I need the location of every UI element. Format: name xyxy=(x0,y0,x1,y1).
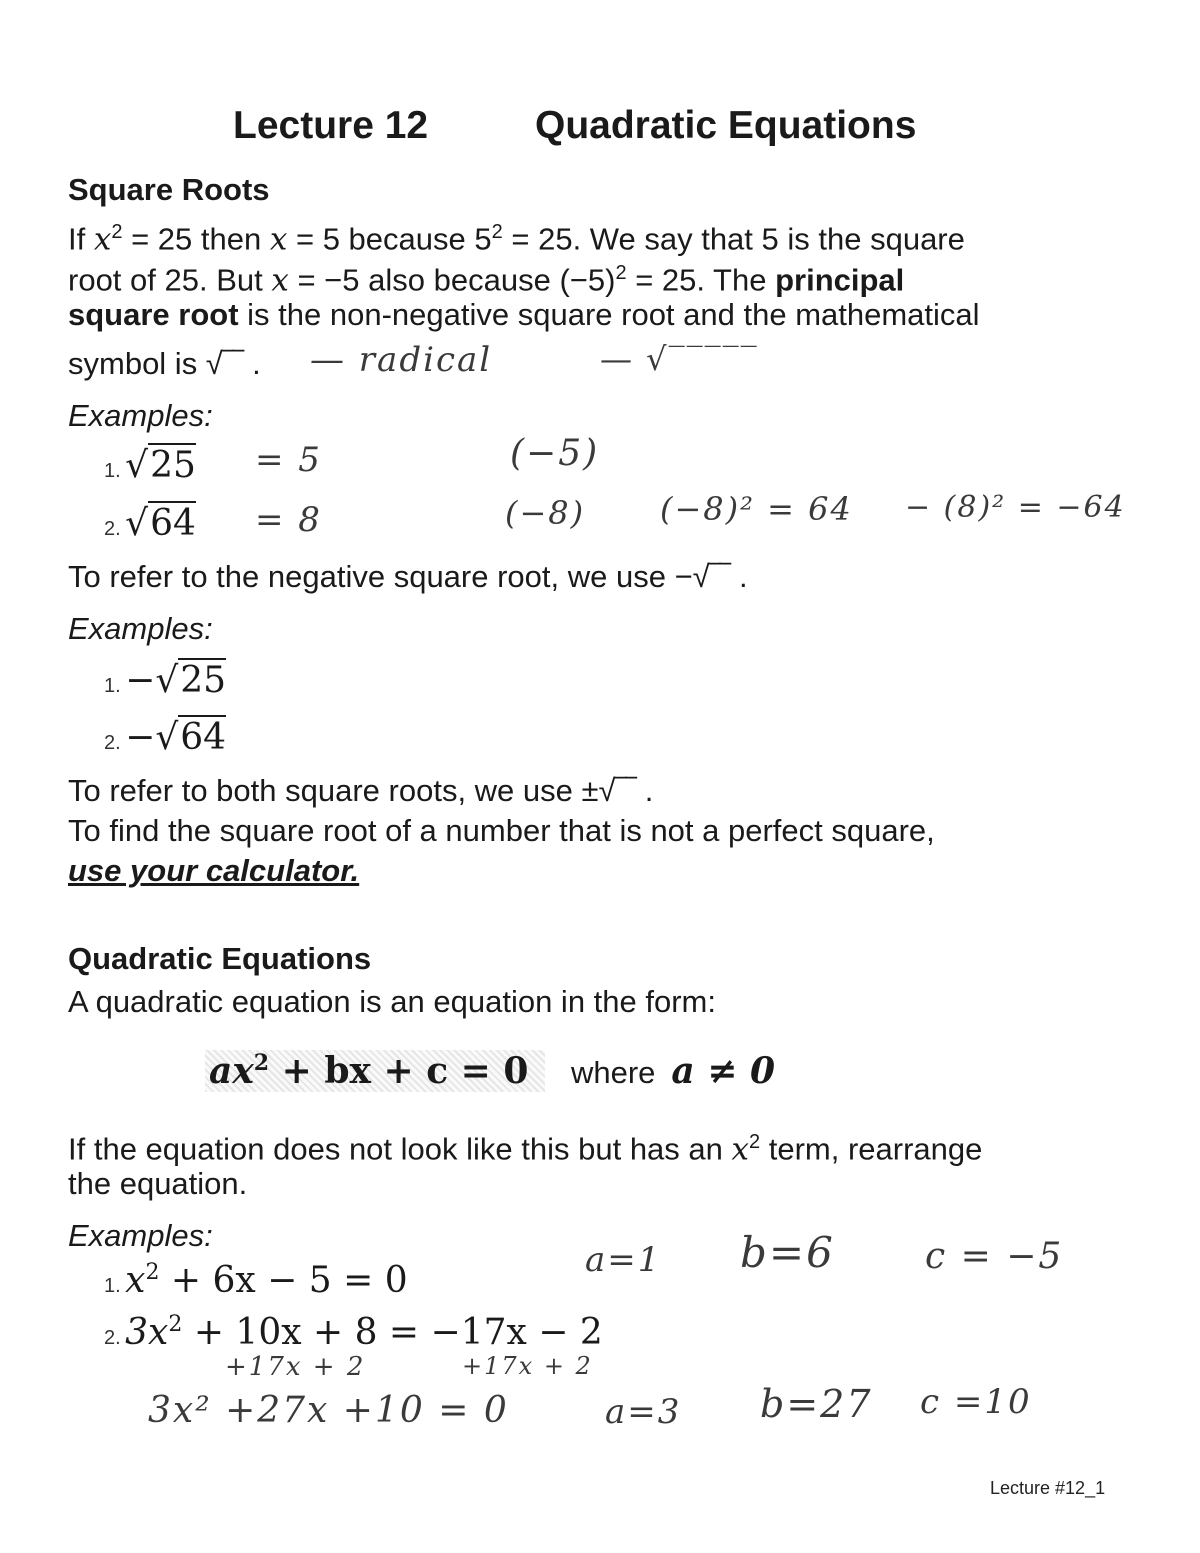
handwritten-a1: a=1 xyxy=(585,1240,662,1280)
example-neg-sqrt-25: 1. −√25 xyxy=(104,660,227,701)
handwritten-neg8: (−8) xyxy=(505,494,586,532)
quadratic-standard-form: $ax^2$ + bx + c = 0 where a ≠ 0 xyxy=(205,1050,775,1092)
page-footer: Lecture #12_1 xyxy=(990,1478,1106,1498)
handwritten-c10: c =10 xyxy=(920,1382,1032,1422)
paragraph-line-1: If $x^2 = 25$ then x = 5 because $5^2 = 25$. We say that 5 is the square xyxy=(68,221,965,258)
examples-label-2: Examples: xyxy=(68,611,213,646)
both-roots-line: To refer to both square roots, we use ±√‾‾ . xyxy=(68,773,654,808)
handwritten-rearranged-equation: 3x² +27x +10 = 0 xyxy=(148,1390,509,1431)
handwritten-neg5: (−5) xyxy=(510,433,600,474)
lecture-title: Quadratic Equations xyxy=(535,104,917,147)
examples-label-3: Examples: xyxy=(68,1218,213,1253)
negative-root-line: To refer to the negative square root, we use −√‾‾ . xyxy=(68,559,748,594)
example-sqrt-64: 2. √64 xyxy=(104,503,196,544)
handwritten-add-left: +17x + 2 xyxy=(225,1352,366,1382)
handwritten-a3: a=3 xyxy=(605,1392,682,1432)
handwritten-answer-5: = 5 xyxy=(255,440,322,480)
quadratic-example-2: 2. $3x^2 + 10x + 8 = -17x - 2$ xyxy=(104,1312,603,1353)
quadratic-intro: A quadratic equation is an equation in the form: xyxy=(68,984,716,1019)
section-heading-quadratic: Quadratic Equations xyxy=(68,941,372,976)
example-sqrt-25: 1. √25 xyxy=(104,445,196,486)
lecture-number: Lecture 12 xyxy=(233,104,429,147)
handwritten-negative-radical: — √‾‾‾‾‾ xyxy=(600,340,759,378)
handwritten-radical-note: — radical xyxy=(310,340,493,380)
rearrange-line-1: If the equation does not look like this but has an $x^2$ term, rearrange xyxy=(68,1131,983,1168)
handwritten-c-neg5: c = −5 xyxy=(925,1236,1064,1277)
paragraph-line-4: symbol is √‾‾ . xyxy=(68,346,261,381)
rearrange-line-2: the equation. xyxy=(68,1166,248,1201)
handwritten-neg8-squared: (−8)² = 64 xyxy=(660,490,853,528)
paragraph-line-2: root of 25. But x = −5 also because $(-5)^2 = 25$. The principal xyxy=(68,262,905,299)
handwritten-answer-8: = 8 xyxy=(255,500,322,540)
example-neg-sqrt-64: 2. −√64 xyxy=(104,717,227,758)
handwritten-b6: b=6 xyxy=(740,1228,835,1277)
paragraph-line-3: square root is the non-negative square root and the mathematical xyxy=(68,297,980,332)
use-calculator-emphasis: use your calculator. xyxy=(68,853,360,888)
handwritten-neg-of-8-squared: − (8)² = −64 xyxy=(905,490,1126,525)
calculator-line: To find the square root of a number that is not a perfect square, xyxy=(68,813,935,848)
section-heading-square-roots: Square Roots xyxy=(68,172,270,207)
handwritten-add-right: +17x + 2 xyxy=(462,1352,593,1380)
handwritten-b27: b=27 xyxy=(760,1382,873,1426)
examples-label-1: Examples: xyxy=(68,398,213,433)
quadratic-example-1: 1. $x^2 + 6x - 5 = 0$ xyxy=(104,1260,408,1301)
